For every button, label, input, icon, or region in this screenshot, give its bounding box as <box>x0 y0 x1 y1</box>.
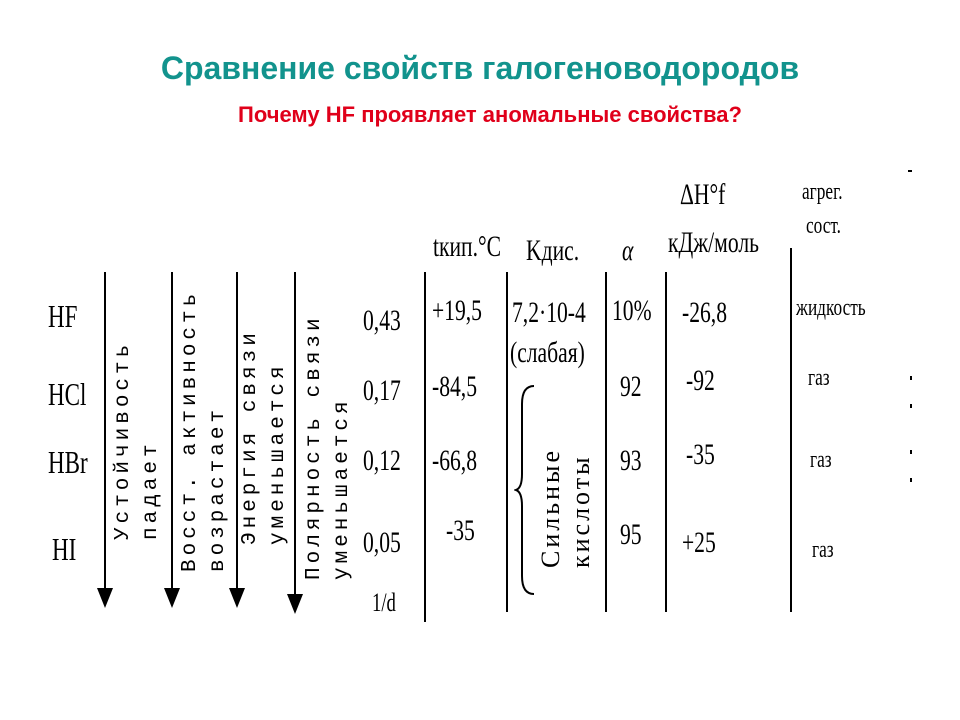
formula-hi: HI <box>52 531 77 567</box>
header-k-diss: Kдис. <box>526 234 580 267</box>
header-t-boil: tкип.°С <box>433 230 502 263</box>
formula-hcl: HCl <box>48 376 87 412</box>
trend-label-bond-energy-1: Энергия связи <box>239 329 262 545</box>
trend-arrowhead-bond-energy <box>229 588 245 608</box>
header-enthalpy-1: ΔH°f <box>680 178 726 211</box>
header-state-1: агрег. <box>802 179 843 205</box>
inv-d-hi: 0,05 <box>363 526 401 559</box>
trend-label-polarity-2: уменьшается <box>331 397 354 580</box>
state-hcl: газ <box>808 365 830 391</box>
alpha-hbr: 93 <box>620 444 642 477</box>
k-diss-hf: 7,2·10-4 <box>512 296 586 329</box>
state-hf: жидкость <box>796 295 866 321</box>
state-hbr: газ <box>810 447 832 473</box>
inv-d-header: 1/d <box>372 588 396 617</box>
scan-dot <box>908 170 912 172</box>
col-sep-1 <box>424 272 426 622</box>
col-sep-3 <box>605 272 607 612</box>
scan-dot <box>910 450 912 454</box>
trend-arrow-polarity <box>294 272 296 597</box>
trend-label-bond-energy-2: уменьшается <box>267 362 290 545</box>
strong-acids-label-2: кислоты <box>566 454 595 568</box>
trend-label-reducing-2: возрастает <box>207 405 230 572</box>
alpha-hi: 95 <box>620 518 642 551</box>
strong-acids-label-1: Сильные <box>536 447 565 568</box>
t-boil-hbr: -66,8 <box>432 444 477 477</box>
trend-arrowhead-stability <box>97 588 113 608</box>
trend-label-stability-1: Устойчивость <box>112 340 135 540</box>
alpha-hcl: 92 <box>620 370 642 403</box>
trend-arrow-reducing <box>171 272 173 592</box>
slide-subtitle: Почему HF проявляет аномальные свойства? <box>238 102 742 127</box>
scan-dot <box>910 376 912 380</box>
enthalpy-hbr: -35 <box>686 438 715 471</box>
trend-label-reducing-1: Восст. активность <box>179 289 202 572</box>
enthalpy-hcl: -92 <box>686 364 715 397</box>
alpha-hf: 10% <box>612 294 652 327</box>
hf-acid-strength: (слабая) <box>510 336 585 369</box>
state-hi: газ <box>812 537 834 563</box>
col-sep-2 <box>506 272 508 612</box>
inv-d-hbr: 0,12 <box>363 444 401 477</box>
t-boil-hi: -35 <box>446 514 475 547</box>
strong-acids-brace <box>514 384 538 596</box>
trend-label-polarity-1: Полярность связи <box>303 314 326 580</box>
trend-arrowhead-polarity <box>287 594 303 614</box>
header-enthalpy-2: кДж/моль <box>668 226 759 259</box>
slide-title: Сравнение свойств галогеноводородов <box>160 50 800 86</box>
header-state-2: сост. <box>806 213 841 239</box>
enthalpy-hf: -26,8 <box>682 296 727 329</box>
header-alpha: α <box>622 234 634 267</box>
inv-d-hcl: 0,17 <box>363 374 401 407</box>
scan-dot <box>910 404 912 408</box>
formula-hbr: HBr <box>48 444 88 480</box>
col-sep-4 <box>665 272 667 612</box>
t-boil-hf: +19,5 <box>432 294 482 327</box>
trend-arrow-bond-energy <box>236 272 238 592</box>
inv-d-hf: 0,43 <box>363 304 401 337</box>
trend-label-stability-2: падает <box>140 440 163 540</box>
t-boil-hcl: -84,5 <box>432 370 477 403</box>
col-sep-5 <box>790 248 792 612</box>
scan-dot <box>910 478 912 482</box>
trend-arrowhead-reducing <box>164 588 180 608</box>
enthalpy-hi: +25 <box>682 526 716 559</box>
formula-hf: HF <box>48 298 78 334</box>
trend-arrow-stability <box>104 272 106 592</box>
